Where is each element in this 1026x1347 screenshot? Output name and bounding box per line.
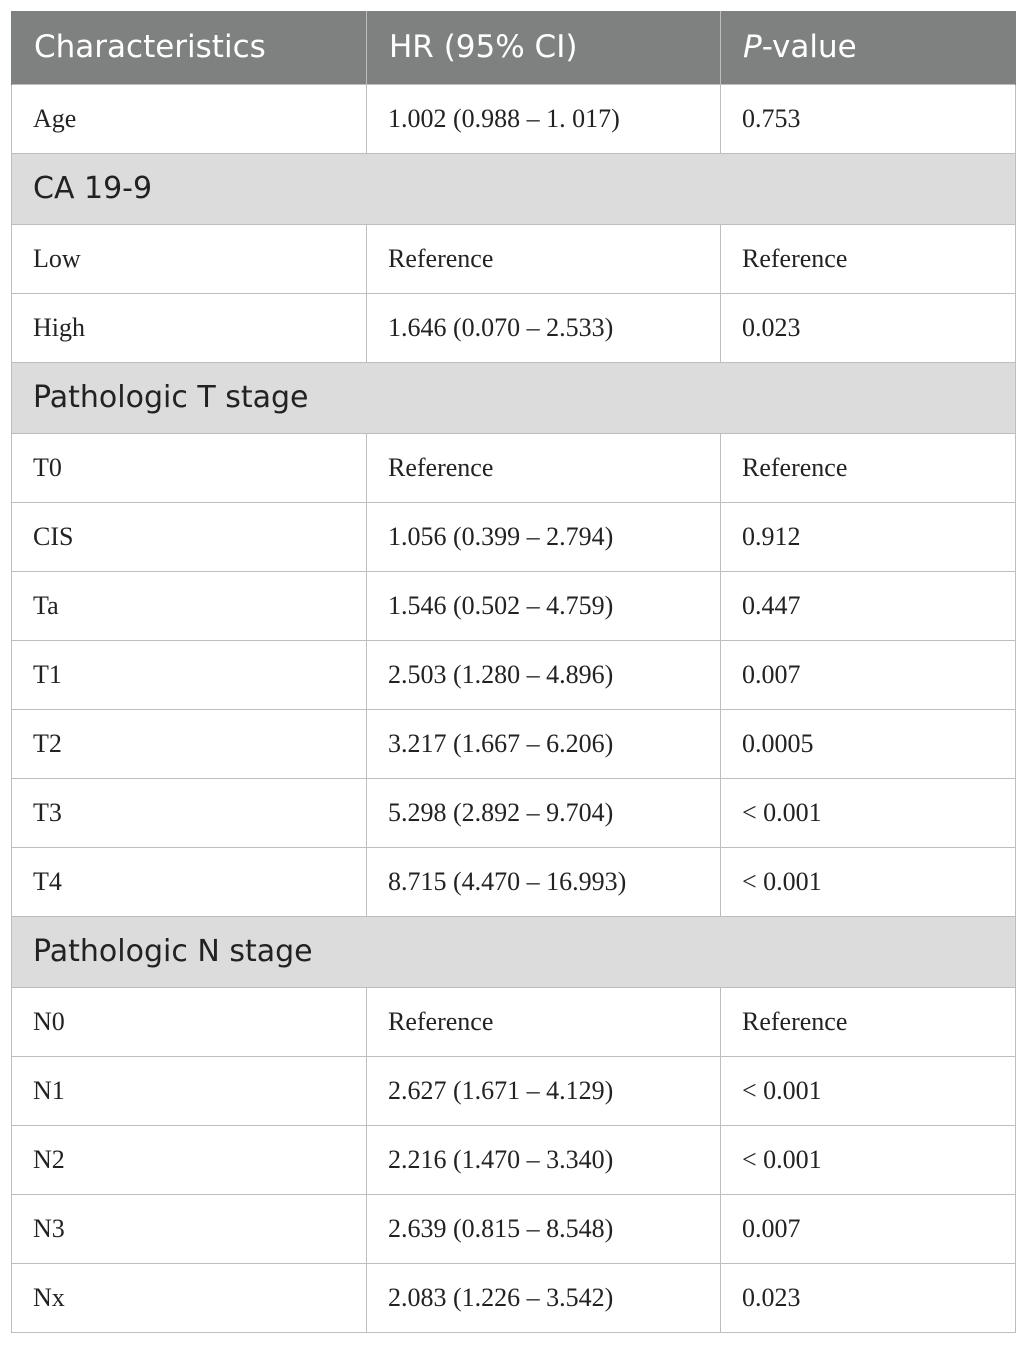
hazard-ratio-table — [11, 11, 1016, 1333]
cell-hr-ci: 2.083 (1.226 – 3.542) — [367, 1263, 721, 1332]
cell-hr-ci: 5.298 (2.892 – 9.704) — [367, 778, 721, 847]
section-label: Pathologic N stage — [12, 916, 1016, 987]
cell-characteristic: N2 — [12, 1125, 367, 1194]
cell-hr-ci: 2.627 (1.671 – 4.129) — [367, 1056, 721, 1125]
header-characteristics: Characteristics — [12, 11, 367, 84]
table-body — [12, 84, 1016, 1332]
cell-hr-ci: 1.646 (0.070 – 2.533) — [367, 293, 721, 362]
cell-p-value: < 0.001 — [721, 1056, 1016, 1125]
cell-characteristic: N1 — [12, 1056, 367, 1125]
table-row — [12, 502, 1016, 571]
header-p-italic: P — [743, 29, 762, 66]
section-label: Pathologic T stage — [12, 362, 1016, 433]
cell-p-value: 0.0005 — [721, 709, 1016, 778]
cell-p-value: Reference — [721, 224, 1016, 293]
table-row — [12, 293, 1016, 362]
header-p-rest: -value — [761, 29, 857, 66]
table-header — [12, 11, 1016, 84]
table-row — [12, 709, 1016, 778]
section-row — [12, 153, 1016, 224]
cell-characteristic: N3 — [12, 1194, 367, 1263]
cell-characteristic: Age — [12, 84, 367, 153]
cell-p-value: 0.912 — [721, 502, 1016, 571]
cell-characteristic: Ta — [12, 571, 367, 640]
header-p-value — [721, 11, 1016, 84]
cell-p-value: < 0.001 — [721, 1125, 1016, 1194]
table-row — [12, 1194, 1016, 1263]
cell-p-value: < 0.001 — [721, 778, 1016, 847]
table-row — [12, 224, 1016, 293]
cell-p-value: Reference — [721, 987, 1016, 1056]
table-row — [12, 433, 1016, 502]
table-row — [12, 1263, 1016, 1332]
table-row — [12, 847, 1016, 916]
cell-characteristic: High — [12, 293, 367, 362]
cell-p-value: 0.007 — [721, 1194, 1016, 1263]
cell-p-value: 0.023 — [721, 293, 1016, 362]
cell-hr-ci: 1.546 (0.502 – 4.759) — [367, 571, 721, 640]
cell-hr-ci: Reference — [367, 224, 721, 293]
cell-characteristic: T2 — [12, 709, 367, 778]
table-row — [12, 571, 1016, 640]
cell-p-value: 0.023 — [721, 1263, 1016, 1332]
section-label: CA 19-9 — [12, 153, 1016, 224]
cell-p-value: 0.447 — [721, 571, 1016, 640]
cell-characteristic: T3 — [12, 778, 367, 847]
cell-characteristic: T4 — [12, 847, 367, 916]
cell-p-value: Reference — [721, 433, 1016, 502]
cell-characteristic: T0 — [12, 433, 367, 502]
cell-hr-ci: Reference — [367, 433, 721, 502]
cell-hr-ci: 8.715 (4.470 – 16.993) — [367, 847, 721, 916]
cell-p-value: < 0.001 — [721, 847, 1016, 916]
cell-characteristic: CIS — [12, 502, 367, 571]
header-hr-ci: HR (95% CI) — [367, 11, 721, 84]
table-row — [12, 987, 1016, 1056]
table-row — [12, 1056, 1016, 1125]
cell-hr-ci: 2.216 (1.470 – 3.340) — [367, 1125, 721, 1194]
cell-characteristic: T1 — [12, 640, 367, 709]
cell-hr-ci: 1.002 (0.988 – 1. 017) — [367, 84, 721, 153]
header-row — [12, 11, 1016, 84]
cell-hr-ci: 2.639 (0.815 – 8.548) — [367, 1194, 721, 1263]
cell-p-value: 0.007 — [721, 640, 1016, 709]
table-row — [12, 778, 1016, 847]
cell-characteristic: Nx — [12, 1263, 367, 1332]
cell-hr-ci: Reference — [367, 987, 721, 1056]
cell-characteristic: Low — [12, 224, 367, 293]
section-row — [12, 362, 1016, 433]
table-row — [12, 640, 1016, 709]
cell-hr-ci: 3.217 (1.667 – 6.206) — [367, 709, 721, 778]
section-row — [12, 916, 1016, 987]
cell-p-value: 0.753 — [721, 84, 1016, 153]
table-row — [12, 1125, 1016, 1194]
table-row — [12, 84, 1016, 153]
cell-hr-ci: 2.503 (1.280 – 4.896) — [367, 640, 721, 709]
cell-hr-ci: 1.056 (0.399 – 2.794) — [367, 502, 721, 571]
cell-characteristic: N0 — [12, 987, 367, 1056]
